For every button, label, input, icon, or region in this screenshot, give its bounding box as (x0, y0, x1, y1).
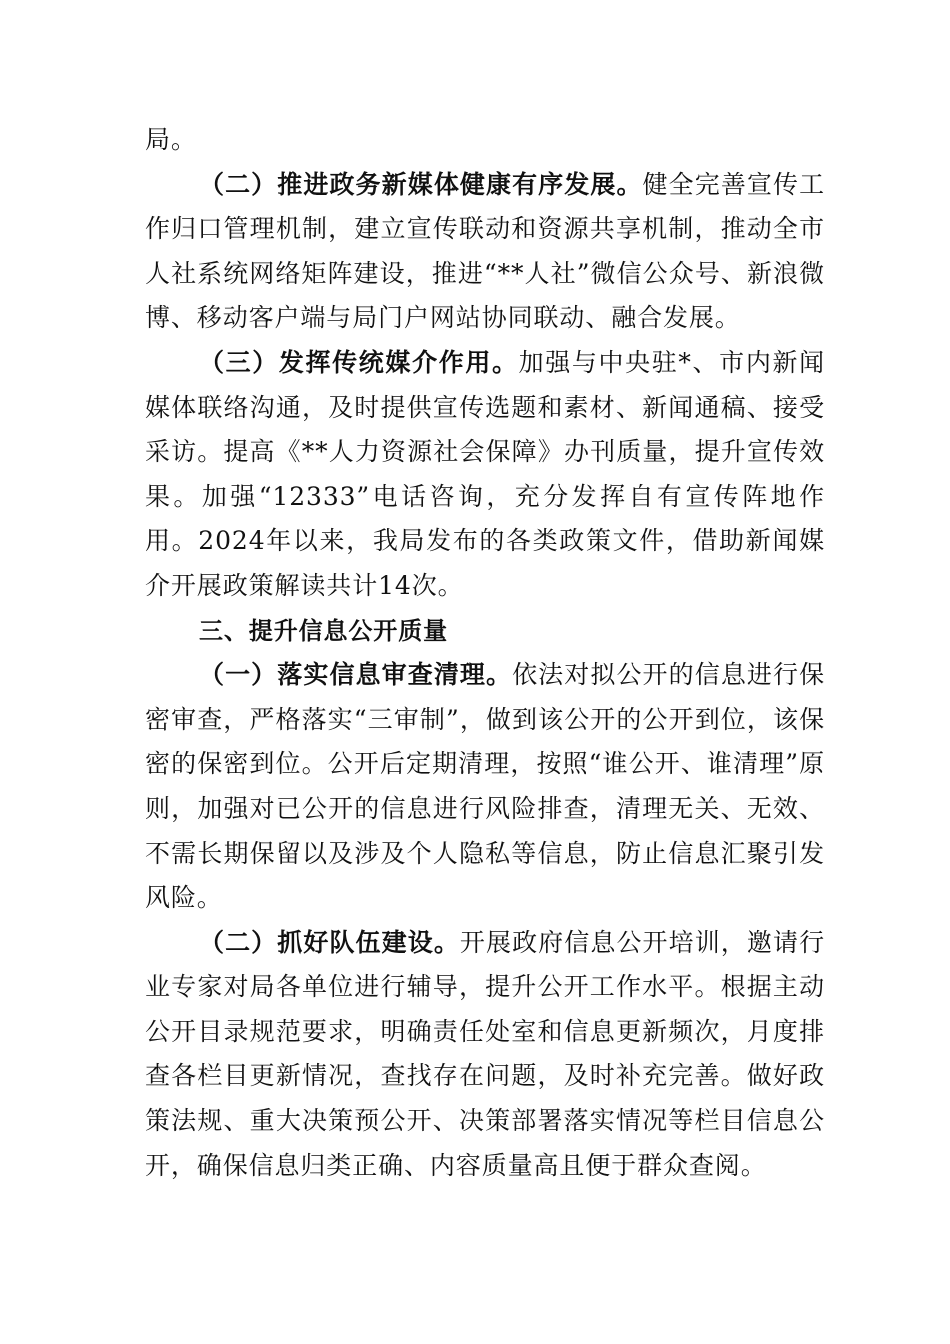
paragraph-team-building-body: 开展政府信息公开培训，邀请行业专家对局各单位进行辅导，提升公开工作水平。根据主动公开目录规范要求，明确责任处室和信息更新频次，月度排查各栏目更新情况，查找存在问题，及时补充完善。做好政策法规、重大决策预公开、决策部署落实情况等栏目信息公开，确保信息归类正确、内容质量高且便于群众查阅。 (145, 927, 825, 1180)
paragraph-review-cleanup (145, 653, 825, 921)
paragraph-traditional-media-body: 加强与中央驻*、市内新闻媒体联络沟通，及时提供宣传选题和素材、新闻通稿、接受采访。提高《**人力资源社会保障》办刊质量，提升宣传效果。加强“12333”电话咨询，充分发挥自有宣传阵地作用。2024年以来，我局发布的各类政策文件，借助新闻媒介开展政策解读共计14次。 (145, 347, 825, 600)
paragraph-team-building (145, 921, 825, 1189)
paragraph-new-media-body: 健全完善宣传工作归口管理机制，建立宣传联动和资源共享机制，推动全市人社系统网络矩阵建设，推进“**人社”微信公众号、新浪微博、移动客户端与局门户网站协同联动、融合发展。 (145, 169, 825, 333)
paragraph-review-cleanup-lead: （一）落实信息审查清理。 (199, 660, 513, 690)
paragraph-new-media-lead: （二）推进政务新媒体健康有序发展。 (199, 169, 643, 199)
paragraph-continuation-text: 局。 (145, 125, 197, 154)
paragraph-team-building-lead: （二）抓好队伍建设。 (199, 927, 460, 957)
paragraph-traditional-media (145, 341, 825, 609)
paragraph-continuation (145, 118, 825, 163)
document-body (145, 118, 825, 1188)
paragraph-traditional-media-lead: （三）发挥传统媒介作用。 (199, 347, 519, 377)
paragraph-new-media (145, 163, 825, 341)
paragraph-review-cleanup-body: 依法对拟公开的信息进行保密审查，严格落实“三审制”，做到该公开的公开到位，该保密的保密到位。公开后定期清理，按照“谁公开、谁清理”原则，加强对已公开的信息进行风险排查，清理无关、无效、不需长期保留以及涉及个人隐私等信息，防止信息汇聚引发风险。 (145, 660, 825, 913)
section-heading: 三、提升信息公开质量 (199, 616, 448, 645)
